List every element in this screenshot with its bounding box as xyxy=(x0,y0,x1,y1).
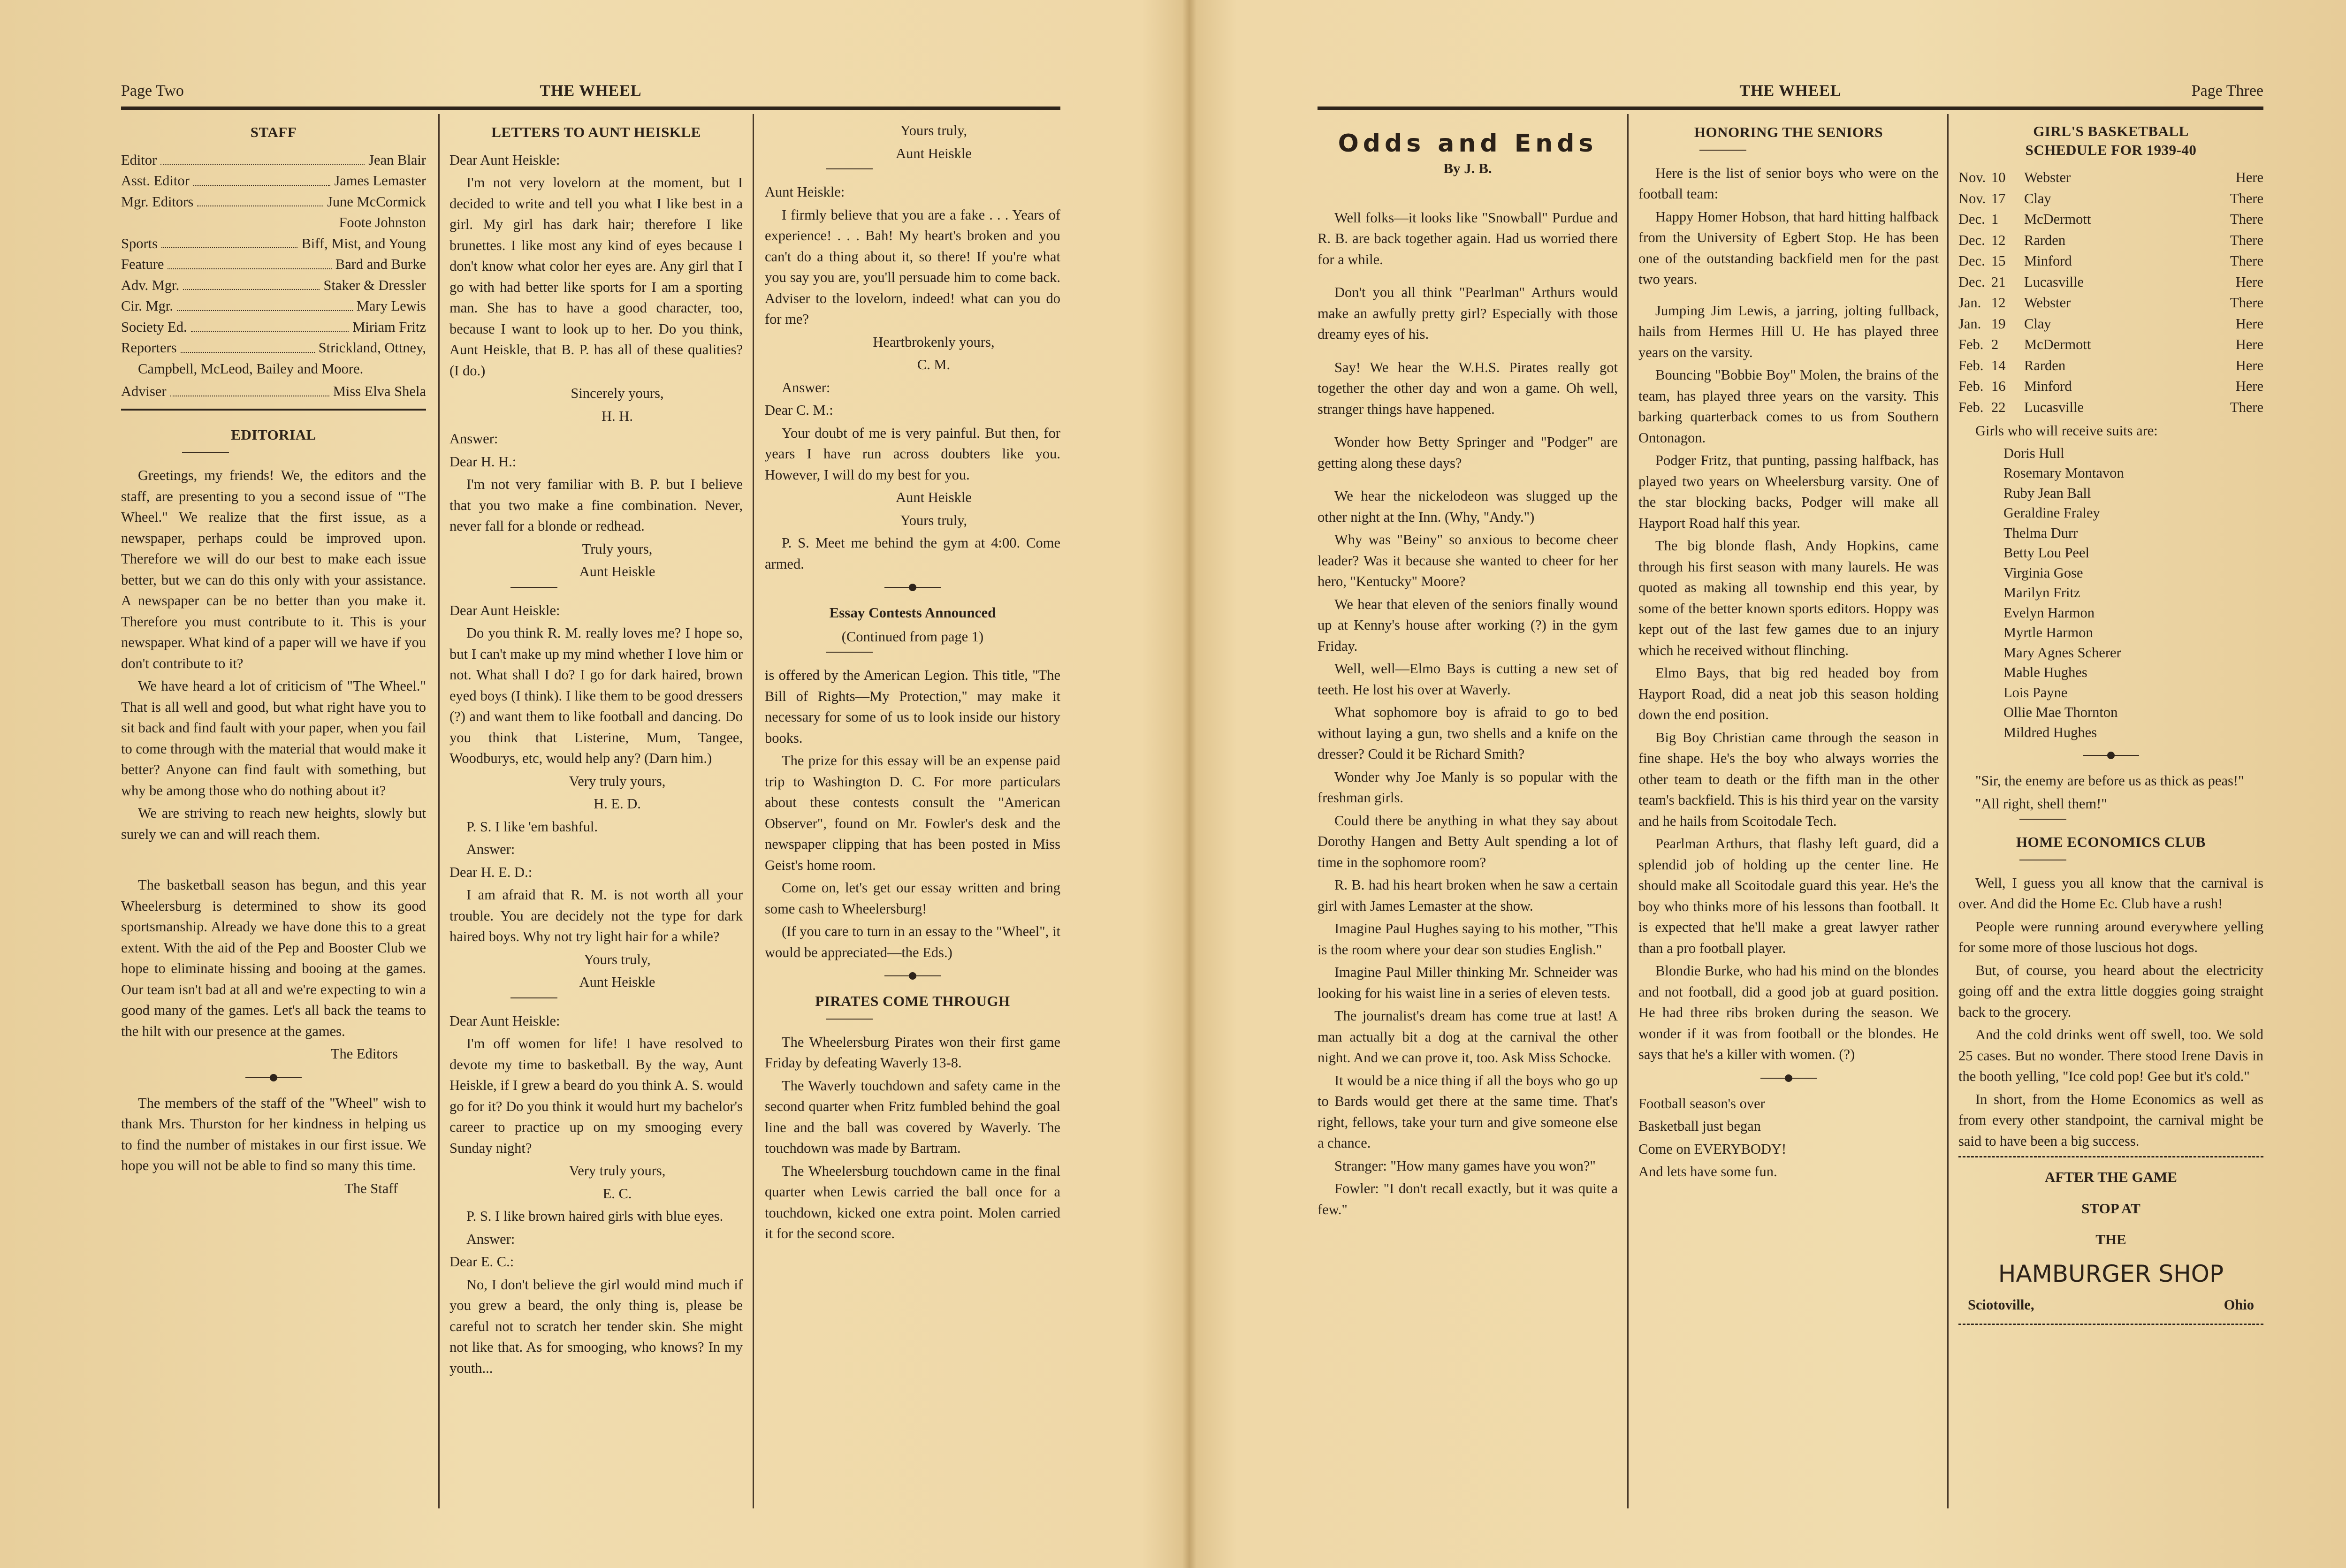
header-rule xyxy=(121,107,1060,110)
poem-line: And lets have some fun. xyxy=(1638,1164,1777,1180)
poem-line: Basketball just began xyxy=(1638,1118,1761,1134)
answer-label: Answer: xyxy=(466,841,515,857)
odds-heading: Odds and Ends xyxy=(1338,129,1598,158)
letter-signature: Aunt Heiskle xyxy=(896,489,972,505)
senior-paragraph: Pearlman Arthurs, that flashy left guard, did a splendid job of holding up the center line. He should make all Scoitodale guard this year. He's the boy who thinks more of his lessons than football. It is expected that he'll make a great lawyer rather than a pro football player. xyxy=(1638,836,1939,956)
joke-line: "Sir, the enemy are before us as thick as peas!" xyxy=(1975,773,2244,789)
page-header xyxy=(121,82,1060,106)
staff-row: Society Ed. Miriam Fritz xyxy=(121,317,426,338)
section-rule xyxy=(121,409,426,411)
staff-row: Sports Biff, Mist, and Young xyxy=(121,233,426,254)
home-ec-heading: HOME ECONOMICS CLUB xyxy=(2016,834,2206,850)
letter-postscript: P. S. Meet me behind the gym at 4:00. Come armed. xyxy=(765,535,1060,572)
staff-row: Feature Bard and Burke xyxy=(121,254,426,275)
letter-signature: H. E. D. xyxy=(594,796,641,812)
short-rule xyxy=(1699,150,1746,151)
ad-border-bottom xyxy=(1958,1324,2263,1325)
header-rule xyxy=(1318,107,2263,110)
letter-body: I'm not very lovelorn at the moment, but I decided to write and tell you what I like best in a girl. My girl has dark hair; therefore I like brunettes. I like most any kind of eyes because I don't know what color her eyes are. Any girl that I go with had better like sports for I am a sporting man. She has to have a good character, too, because I want to look up to her. Do you think, Aunt Heiskle, that B. P. has all of these qualities? (I do.) xyxy=(449,175,743,379)
editorial-paragraph: We have heard a lot of criticism of "The Wheel." That is all well and good, but what right have you to sit back and find fault with your paper, when you fail to come through with the material that would make it better? Anyone can find fault with something, but why be among those who do nothing about it? xyxy=(121,678,426,799)
senior-paragraph: Bouncing "Bobbie Boy" Molen, the brains of the team, has played three years on the varsity. This barking quarterback comes to us from Southern Ontonagon. xyxy=(1638,367,1939,446)
letter-signature: Aunt Heiskle xyxy=(896,145,972,161)
odds-item: Don't you all think "Pearlman" Arthurs would make an awfully pretty girl? Especially with those dreamy eyes of his. xyxy=(1318,284,1618,342)
list-item: Ollie Mae Thornton xyxy=(2003,704,2118,720)
letter-body: I'm not very familiar with B. P. but I believe that you two make a fine combination. Never, never fall for a blonde or redhead. xyxy=(449,476,743,534)
column-divider xyxy=(1627,114,1629,1508)
list-item: Mary Agnes Scherer xyxy=(2003,644,2121,661)
letter-body: No, I don't believe the girl would mind much if you grew a beard, the only thing is, please be careful not to scratch her tender skin. She might not like that. As for smooging, who knows? In my youth... xyxy=(449,1276,743,1376)
essay-heading: Essay Contests Announced xyxy=(829,604,996,621)
column-3 xyxy=(765,122,1060,1527)
letter-salutation: Dear H. E. D.: xyxy=(449,864,533,880)
column-1 xyxy=(121,122,426,1527)
odds-item: Could there be anything in what they say about Dorothy Hangen and Betty Ault spending a lot of time in the sophomore room? xyxy=(1318,812,1618,870)
letter-salutation: Dear Aunt Heiskle: xyxy=(449,152,560,168)
list-item: Marilyn Fritz xyxy=(2003,585,2080,601)
page-number: Page Two xyxy=(121,82,184,99)
staff-row: Foote Johnston xyxy=(339,214,426,230)
editorial-signature: The Editors xyxy=(330,1046,398,1062)
letter-close: Truly yours, xyxy=(582,540,653,557)
odds-byline: By J. B. xyxy=(1443,160,1492,176)
home-ec-paragraph: But, of course, you heard about the electricity going off and the extra little doggies going straight back to the grocery. xyxy=(1958,962,2263,1020)
odds-item: We hear that eleven of the seniors finally wound up at Kenny's house after working (?) in the gym Friday. xyxy=(1318,596,1618,654)
home-ec-paragraph: In short, from the Home Economics as well as from every other standpoint, the carnival might be said to have been a big success. xyxy=(1958,1091,2263,1149)
letter-signature: E. C. xyxy=(602,1185,632,1202)
staff-heading: STAFF xyxy=(250,124,297,140)
short-rule xyxy=(826,652,873,653)
staff-row: Cir. Mgr. Mary Lewis xyxy=(121,296,426,317)
page-two xyxy=(121,82,1060,1527)
odds-item: The journalist's dream has come true at last! A man actually bit a dog at the carnival the other night. And we can prove it, too. Ask Miss Schocke. xyxy=(1318,1008,1618,1066)
letter-signature: H. H. xyxy=(602,408,633,424)
staff-signature: The Staff xyxy=(344,1180,398,1196)
list-item: Doris Hull xyxy=(2003,445,2064,461)
letter-salutation: Dear H. H.: xyxy=(449,453,517,470)
ad-line: STOP AT xyxy=(2081,1200,2140,1217)
letter-salutation: Dear Aunt Heiskle: xyxy=(449,1012,560,1029)
senior-paragraph: Elmo Bays, that big red headed boy from Hayport Road, did a neat job this season holding down the end position. xyxy=(1638,665,1939,723)
editorial-paragraph: The members of the staff of the "Wheel" wish to thank Mrs. Thurston for her kindness in helping us to find the number of mistakes in our first issue. We hope you will not be able to find so many this time. xyxy=(121,1095,426,1173)
masthead: THE WHEEL xyxy=(540,82,642,99)
staff-row: Adviser Miss Elva Shela xyxy=(121,381,426,402)
editorial-heading: EDITORIAL xyxy=(231,426,316,443)
seniors-column xyxy=(1638,122,1939,1527)
essay-subheading: (Continued from page 1) xyxy=(841,628,984,645)
letter-postscript: P. S. I like 'em bashful. xyxy=(466,818,598,835)
letter-salutation: Aunt Heiskle: xyxy=(765,184,845,200)
ornament-divider xyxy=(1760,1073,1817,1083)
list-item: Virginia Gose xyxy=(2003,564,2083,581)
odds-item: Say! We hear the W.H.S. Pirates really got together the other day and won a game. Oh well, stranger things have happened. xyxy=(1318,359,1618,417)
ad-line: THE xyxy=(2095,1231,2126,1248)
masthead: THE WHEEL xyxy=(1739,82,1842,99)
odds-item: Imagine Paul Hughes saying to his mother, "This is the room where your dear son studies English." xyxy=(1318,921,1618,958)
list-item: Lois Payne xyxy=(2003,684,2068,700)
page-three xyxy=(1318,82,2263,1527)
letter-body: I firmly believe that you are a fake . . . Years of experience! . . . Bah! My heart's broken and you can't do a thing about it, so there! If you're what you say you are, you'll persuade him to come back. Adviser to the lovelorn, indeed! what can you do for me? xyxy=(765,206,1060,327)
letter-body: I am afraid that R. M. is not worth all your trouble. You are decidely not the type for dark haired boys. Why not try light hair for a while? xyxy=(449,887,743,944)
hamburger-shop-ad xyxy=(1958,1167,2263,1315)
staff-row: Asst. Editor James Lemaster xyxy=(121,170,426,191)
odds-item: It would be a nice thing if all the boys who go up to Bards would get there at the same time. That's right, fellows, take your turn and give someone else a chance. xyxy=(1318,1072,1618,1151)
senior-paragraph: Happy Homer Hobson, that hard hitting halfback from the University of Egbert Stop. He has been one of the outstanding backfield men for the past two years. xyxy=(1638,208,1939,287)
reporters-continued: Campbell, McLeod, Bailey and Moore. xyxy=(138,360,364,377)
letter-salutation: Dear E. C.: xyxy=(449,1254,514,1270)
staff-list xyxy=(121,150,426,402)
essay-paragraph: (If you care to turn in an essay to the "Wheel", it would be appreciated—the Eds.) xyxy=(765,923,1060,960)
letter-close: Very truly yours, xyxy=(569,773,666,789)
suits-intro: Girls who will receive suits are: xyxy=(1975,423,2158,439)
column-divider xyxy=(1947,114,1949,1508)
column-divider xyxy=(438,114,440,1508)
odds-item: Well, well—Elmo Bays is cutting a new set of teeth. He lost his over at Waverly. xyxy=(1318,661,1618,698)
odds-item: We hear the nickelodeon was slugged up the other night at the Inn. (Why, "Andy.") xyxy=(1318,488,1618,525)
pirates-heading: PIRATES COME THROUGH xyxy=(815,993,1010,1009)
answer-label: Answer: xyxy=(466,1231,515,1247)
poem-line: Football season's over xyxy=(1638,1095,1765,1111)
poem xyxy=(1638,1093,1939,1182)
letter-close: Very truly yours, xyxy=(569,1163,666,1179)
list-item: Thelma Durr xyxy=(2003,525,2078,541)
odds-item: Fowler: "I don't recall exactly, but it was quite a few." xyxy=(1318,1180,1618,1218)
senior-paragraph: Jumping Jim Lewis, a jarring, jolting fullback, hails from Hermes Hill U. He has played three years on the varsity. xyxy=(1638,302,1939,360)
schedule-heading: GIRL'S BASKETBALL SCHEDULE FOR 1939-40 xyxy=(2025,123,2197,158)
odds-item: Imagine Paul Miller thinking Mr. Schneider was looking for his waist line in a series of eleven tests. xyxy=(1318,964,1618,1001)
editorial-paragraph: The basketball season has begun, and this year Wheelersburg is determined to show its good sportsmanship. Already we have done this to a great extent. With the aid of the Pep and Booster Club we hope to eliminate hissing and booing at the games. Our team isn't bad at all and we're expecting to win a good many of the games. Let's all back the teams to the hilt with our presence at the games. xyxy=(121,877,426,1039)
letter-salutation: Dear C. M.: xyxy=(765,402,833,418)
letter-close: Yours truly, xyxy=(900,122,967,138)
letter-postscript: P. S. I like brown haired girls with blue eyes. xyxy=(466,1208,724,1224)
list-item: Betty Lou Peel xyxy=(2003,545,2089,561)
essay-paragraph: The prize for this essay will be an expense paid trip to Washington D. C. For more particulars about these contests consult the "American Observer", found on Mr. Fowler's desk and the newspaper clipping that has been posted in Miss Geist's home room. xyxy=(765,753,1060,873)
letter-close: Sincerely yours, xyxy=(571,385,664,401)
pirates-paragraph: The Wheelersburg touchdown came in the final quarter when Lewis carried the ball once for a touchdown, kicked one extra point. Molen carried it for the second score. xyxy=(765,1163,1060,1241)
ornament-divider xyxy=(245,1073,302,1082)
letters-heading: LETTERS TO AUNT HEISKLE xyxy=(491,124,701,140)
list-item: Geraldine Fraley xyxy=(2003,505,2100,521)
home-ec-paragraph: And the cold drinks went off swell, too. We sold 25 cases. But no wonder. There stood Irene Davis in the booth yelling, "Ice cold pop! Gee but it's cold." xyxy=(1958,1027,2263,1084)
list-item: Ruby Jean Ball xyxy=(2003,485,2091,501)
page-number: Page Three xyxy=(2191,82,2263,99)
short-rule xyxy=(510,587,557,588)
odds-column xyxy=(1318,129,1618,1527)
odds-item: Stranger: "How many games have you won?" xyxy=(1334,1157,1596,1174)
short-rule xyxy=(2019,819,2066,820)
senior-paragraph: Here is the list of senior boys who were on the football team: xyxy=(1638,165,1939,202)
list-item: Mildred Hughes xyxy=(2003,724,2097,740)
column-3 xyxy=(1958,122,2263,1527)
list-item: Mable Hughes xyxy=(2003,664,2087,680)
list-item: Rosemary Montavon xyxy=(2003,465,2124,481)
senior-paragraph: Blondie Burke, who had his mind on the blondes and not football, did a good job at guard position. He had three ribs broken during the season. We wonder if it was from football or the blondes. He says that he's a killer with women. (?) xyxy=(1638,963,1939,1062)
list-item: Evelyn Harmon xyxy=(2003,604,2095,621)
letter-body: Do you think R. M. really loves me? I hope so, but I can't make up my mind whether I love him or not. What shall I do? I go for dark haired, brown eyed boys (I think). I like them to be good dressers (?) and want them to like football and dancing. Do you think that Listerine, Mum, Tangee, Woodburys, etc, would help any? (Darn him.) xyxy=(449,625,743,766)
column-divider xyxy=(753,114,754,1508)
ornament-divider xyxy=(884,583,941,592)
odds-item: What sophomore boy is afraid to go to bed without laying a gun, two shells and a knife on the dresser? Could it be Richard Smith? xyxy=(1318,704,1618,762)
pirates-paragraph: The Waverly touchdown and safety came in the second quarter when Fritz fumbled behind the goal line and the ball was covered by Waverly. The touchdown was made by Bartram. xyxy=(765,1077,1060,1156)
letter-close: Heartbrokenly yours, xyxy=(873,334,995,350)
letter-signature: Aunt Heiskle xyxy=(579,563,655,579)
column-2 xyxy=(449,122,743,1527)
letter-close: Yours truly, xyxy=(900,512,967,528)
ornament-divider xyxy=(2083,751,2139,760)
letter-signature: C. M. xyxy=(917,357,951,373)
odds-item: R. B. had his heart broken when he saw a certain girl with James Lemaster at the show. xyxy=(1318,877,1618,914)
letter-body: I'm off women for life! I have resolved to devote my time to basketball. By the way, Aunt Heiskle, if I grew a beard do you think A. S. would go for it? Do you think it would hurt my bachelor's career to practice up on my smooging every Sunday night? xyxy=(449,1035,743,1156)
staff-row: Adv. Mgr. Staker & Dressler xyxy=(121,275,426,296)
answer-label: Answer: xyxy=(449,431,498,447)
senior-paragraph: The big blonde flash, Andy Hopkins, came through his first season with many laurels. He was quoted as making all township end this year, by some of the better known sports editors. Hoppy was kept out of the last few games due to an injury which he received without flinching. xyxy=(1638,538,1939,658)
short-rule xyxy=(826,168,873,169)
short-rule xyxy=(182,452,229,453)
ad-line: AFTER THE GAME xyxy=(2045,1169,2177,1185)
short-rule xyxy=(510,997,557,998)
short-rule xyxy=(826,1019,873,1020)
editorial-paragraph: We are striving to reach new heights, slowly but surely we can and will reach them. xyxy=(121,805,426,842)
page-header xyxy=(1318,82,2263,106)
suits-list xyxy=(1958,443,2263,743)
staff-row: Reporters Strickland, Ottney, xyxy=(121,337,426,358)
letter-body: Your doubt of me is very painful. But then, for years I have run across doubters like you. However, I will do my best for you. xyxy=(765,425,1060,483)
staff-row: Mgr. Editors June McCormick xyxy=(121,191,426,213)
essay-paragraph: is offered by the American Legion. This title, "The Bill of Rights—My Protection," may make it necessary for some of us to look inside our history books. xyxy=(765,667,1060,746)
ad-border-top xyxy=(1958,1156,2263,1157)
home-ec-paragraph: People were running around everywhere yelling for some more of those luscious hot dogs. xyxy=(1958,918,2263,955)
senior-paragraph: Podger Fritz, that punting, passing halfback, has played two years on Wheelersburg varsity. One of the star blocking backs, Podger will make all Hayport Road half this year. xyxy=(1638,452,1939,531)
essay-paragraph: Come on, let's get our essay written and bring some cash to Wheelersburg! xyxy=(765,880,1060,917)
schedule-table: Nov. 10 Webster Here Nov. 17 Clay There Dec. 1 McDermott There Dec. 12 Rarden There Dec. 15 Minford There Dec. 21 Lucasville Here Jan. 12 Webster There Jan. 19 Clay Here Feb. 2 McDermott Here Feb. 14 Rarden Here Feb. 16 Minford Here Feb. 22 Lucasville There xyxy=(1958,169,2263,415)
odds-item: Wonder how Betty Springer and "Podger" are getting along these days? xyxy=(1318,434,1618,471)
list-item: Myrtle Harmon xyxy=(2003,624,2093,640)
staff-row: Editor Jean Blair xyxy=(121,150,426,171)
odds-item: Wonder why Joe Manly is so popular with the freshman girls. xyxy=(1318,769,1618,806)
editorial-paragraph: Greetings, my friends! We, the editors and the staff, are presenting to you a second issue of "The Wheel." We realize that the first issue, as a newspaper, perhaps could be improved upon. Therefore we will do our best to make each issue better, but we can do this only with your assistance. A newspaper can be no better than you make it. Therefore you must contribute to it. This is your newspaper. What kind of a paper will we have if you don't contribute to it? xyxy=(121,467,426,671)
poem-line: Come on EVERYBODY! xyxy=(1638,1141,1787,1157)
odds-item: Why was "Beiny" so anxious to become cheer leader? Was it because she wanted to cheer for her hero, "Kentucky" Moore? xyxy=(1318,532,1618,589)
joke-line: "All right, shell them!" xyxy=(1975,795,2107,812)
seniors-heading: HONORING THE SENIORS xyxy=(1694,124,1883,140)
answer-label: Answer: xyxy=(782,379,830,396)
ad-location: Sciotoville, Ohio xyxy=(1968,1296,2254,1313)
pirates-paragraph: The Wheelersburg Pirates won their first game Friday by defeating Waverly 13-8. xyxy=(765,1034,1060,1071)
letter-close: Yours truly, xyxy=(584,951,651,967)
ornament-divider xyxy=(884,971,941,981)
center-fold xyxy=(1182,0,1196,1568)
odds-item: Well folks—it looks like "Snowball" Purdue and R. B. are back together again. Had us worried there for a while. xyxy=(1318,209,1618,267)
home-ec-paragraph: Well, I guess you all know that the carnival is over. And did the Home Ec. Club have a rush! xyxy=(1958,875,2263,912)
letter-signature: Aunt Heiskle xyxy=(579,974,655,990)
ad-shop-name: HAMBURGER SHOP xyxy=(1998,1260,2224,1287)
letter-salutation: Dear Aunt Heiskle: xyxy=(449,602,560,618)
senior-paragraph: Big Boy Christian came through the season in fine shape. He's the boy who always worries the other team to death or the fifth man in the other team's backfield. This is his third year on the varsity and he hails from Scoitodale Tech. xyxy=(1638,729,1939,829)
